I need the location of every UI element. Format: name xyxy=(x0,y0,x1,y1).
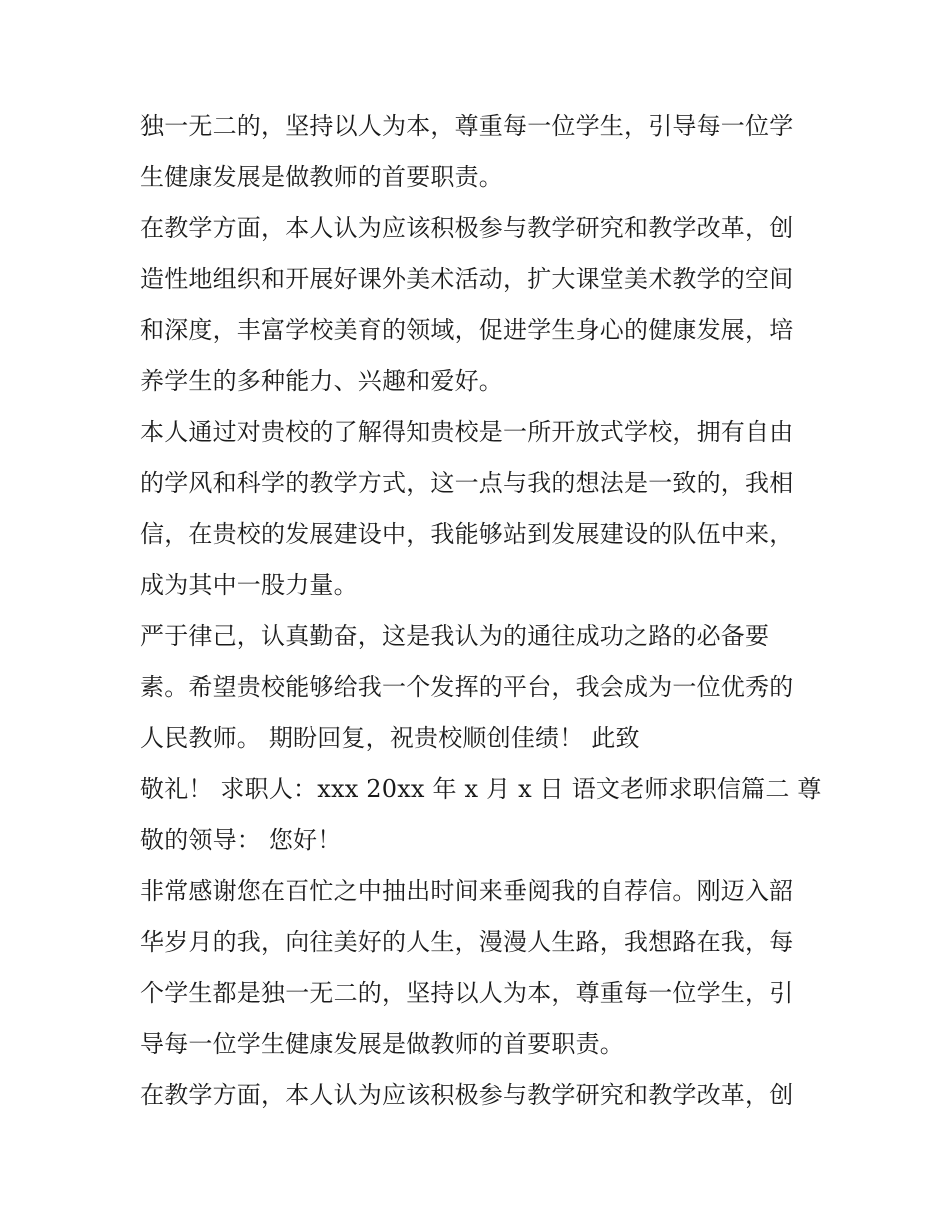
text-line: 导每一位学生健康发展是做教师的首要职责。 xyxy=(140,1030,624,1058)
text-line: 在教学方面，本人认为应该积极参与教学研究和教学改革，创 xyxy=(140,214,794,242)
text-line: 敬的领导： 您好！ xyxy=(140,826,342,854)
text-line: 个学生都是独一无二的，坚持以人为本，尊重每一位学生，引 xyxy=(140,979,794,1007)
text-line: 严于律己，认真勤奋，这是我认为的通往成功之路的必备要 xyxy=(140,622,770,650)
text-line: 敬礼！ 求职人：xxx 20xx 年 x 月 x 日 语文老师求职信篇二 尊 xyxy=(140,775,822,803)
text-line: 人民教师。 期盼回复，祝贵校顺创佳绩！ 此致 xyxy=(140,724,640,752)
text-line: 在教学方面，本人认为应该积极参与教学研究和教学改革，创 xyxy=(140,1081,794,1109)
text-line: 生健康发展是做教师的首要职责。 xyxy=(140,163,503,191)
text-line: 信，在贵校的发展建设中，我能够站到发展建设的队伍中来， xyxy=(140,520,794,548)
text-line: 造性地组织和开展好课外美术活动，扩大课堂美术教学的空间 xyxy=(140,265,794,293)
text-line: 独一无二的，坚持以人为本，尊重每一位学生，引导每一位学 xyxy=(140,112,794,140)
text-line: 的学风和科学的教学方式，这一点与我的想法是一致的，我相 xyxy=(140,469,794,497)
text-line: 和深度，丰富学校美育的领域，促进学生身心的健康发展，培 xyxy=(140,316,794,344)
text-line: 非常感谢您在百忙之中抽出时间来垂阅我的自荐信。刚迈入韶 xyxy=(140,877,794,905)
text-line: 本人通过对贵校的了解得知贵校是一所开放式学校，拥有自由 xyxy=(140,418,794,446)
text-line: 养学生的多种能力、兴趣和爱好。 xyxy=(140,367,503,395)
text-line: 华岁月的我，向往美好的人生，漫漫人生路，我想路在我，每 xyxy=(140,928,794,956)
text-line: 成为其中一股力量。 xyxy=(140,571,358,599)
text-line: 素。希望贵校能够给我一个发挥的平台，我会成为一位优秀的 xyxy=(140,673,794,701)
